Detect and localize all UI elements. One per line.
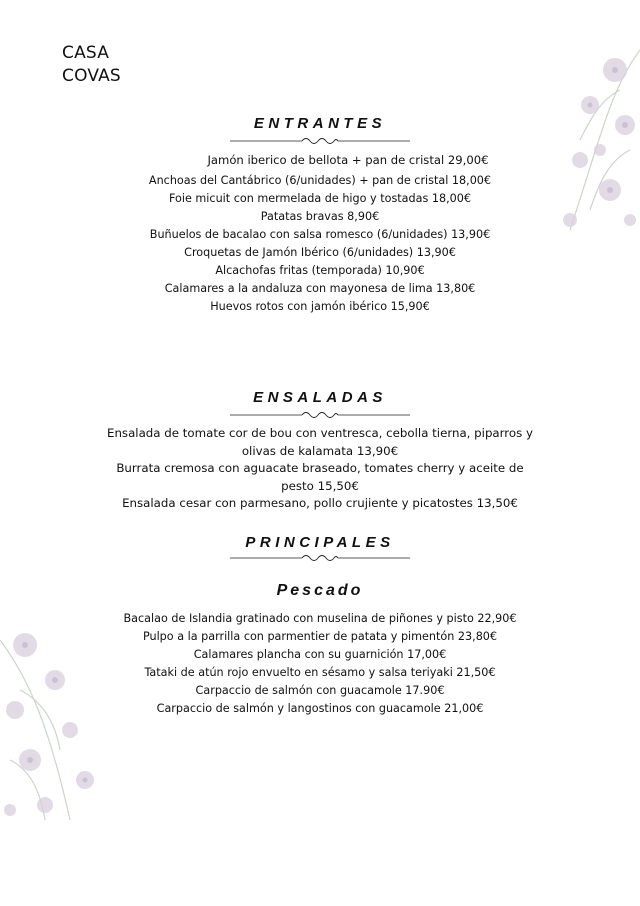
list-item: Jamón iberico de bellota + pan de cristal 29,00€: [207, 153, 489, 167]
list-item: Ensalada de tomate cor de bou con ventresca, cebolla tierna, piparros y olivas de kalamata 13,90€: [107, 426, 533, 458]
list-item: Alcachofas fritas (temporada) 10,90€: [215, 264, 425, 277]
list-item: Calamares a la andaluza con mayonesa de lima 13,80€: [164, 282, 476, 295]
ornamental-divider-icon: [230, 409, 410, 421]
pescado-list: [110, 610, 530, 718]
list-item: Patatas bravas 8,90€: [260, 210, 380, 223]
ornamental-divider-icon: [230, 552, 410, 564]
list-item: Huevos rotos con jamón ibérico 15,90€: [210, 300, 430, 313]
list-item: Ensalada cesar con parmesano, pollo crujiente y picatostes 13,50€: [122, 496, 518, 511]
brand-line-1: CASA: [62, 43, 110, 63]
entrantes-list: [110, 148, 530, 316]
list-item: Pulpo a la parrilla con parmentier de patata y pimentón 23,80€: [142, 630, 498, 643]
list-item: Burrata cremosa con aguacate braseado, tomates cherry y aceite de pesto 15,50€: [116, 461, 524, 493]
ornamental-divider-icon: [230, 135, 410, 147]
list-item: Buñuelos de bacalao con salsa romesco (6/unidades) 13,90€: [149, 228, 491, 241]
list-item: Anchoas del Cantábrico (6/unidades) + pan de cristal 18,00€: [148, 174, 492, 187]
section-title-principales: PRINCIPALES: [245, 534, 395, 551]
ensaladas-list: [100, 425, 540, 513]
list-item: Calamares plancha con su guarnición 17,00€: [193, 648, 447, 661]
list-item: Croquetas de Jamón Ibérico (6/unidades) 13,90€: [184, 246, 456, 259]
brand-logo: [62, 42, 121, 88]
floral-decoration-icon: [0, 610, 120, 830]
list-item: Bacalao de Islandia gratinado con muselina de piñones y pisto 22,90€: [123, 612, 517, 625]
section-title-entrantes: ENTRANTES: [253, 115, 387, 132]
subsection-title-pescado: Pescado: [276, 582, 364, 599]
brand-line-2: COVAS: [62, 66, 121, 86]
section-title-ensaladas: ENSALADAS: [253, 389, 387, 406]
list-item: Carpaccio de salmón y langostinos con guacamole 21,00€: [156, 702, 484, 715]
list-item: Foie micuit con mermelada de higo y tostadas 18,00€: [168, 192, 472, 205]
list-item: Tataki de atún rojo envuelto en sésamo y salsa teriyaki 21,50€: [144, 666, 496, 679]
floral-decoration-icon: [530, 30, 640, 250]
list-item: Carpaccio de salmón con guacamole 17.90€: [195, 684, 445, 697]
